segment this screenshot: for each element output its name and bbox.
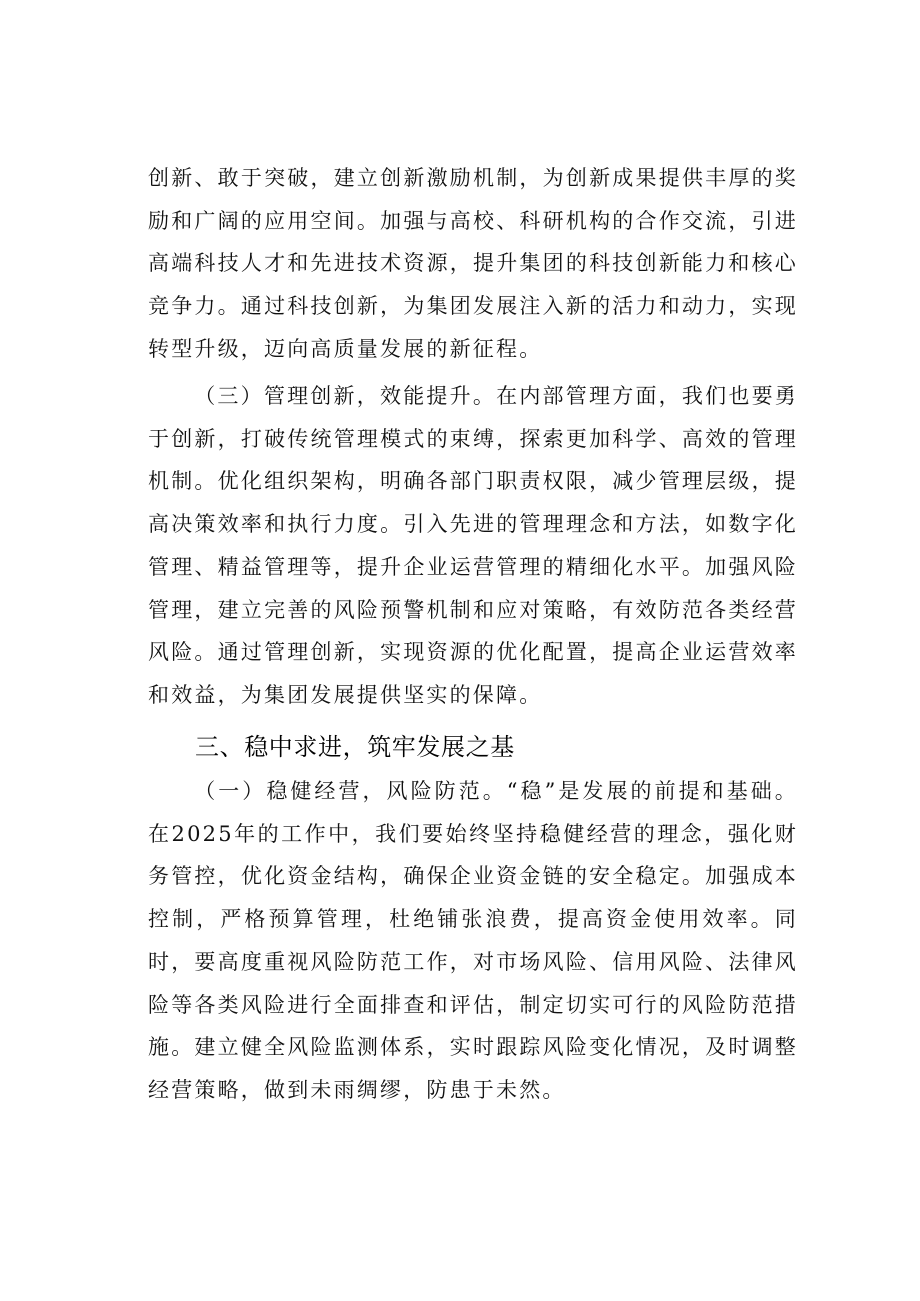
section-heading: 三、稳中求进，筑牢发展之基: [195, 733, 515, 761]
paragraph-management-innovation: （三）管理创新，效能提升。在内部管理方面，我们也要勇于创新，打破传统管理模式的束缚，探索更加科学、高效的管理机制。优化组织架构，明确各部门职责权限，减少管理层级，提高决策效率和执行力度。引入先进的管理理念和方法，如数字化管理、精益管理等，提升企业运营管理的精细化水平。加强风险管理，建立完善的风险预警机制和应对策略，有效防范各类经营风险。通过管理创新，实现资源的优化配置，提高企业运营效率和效益，为集团发展提供坚实的保障。: [148, 384, 798, 707]
paragraph-continuation: 创新、敢于突破，建立创新激励机制，为创新成果提供丰厚的奖励和广阔的应用空间。加强与高校、科研机构的合作交流，引进高端科技人才和先进技术资源，提升集团的科技创新能力和核心竞争力。通过科技创新，为集团发展注入新的活力和动力，实现转型升级，迈向高质量发展的新征程。: [148, 166, 798, 361]
paragraph-stable-operation: （一）稳健经营，风险防范。“稳”是发展的前提和基础。在2025年的工作中，我们要始终坚持稳健经营的理念，强化财务管控，优化资金结构，确保企业资金链的安全稳定。加强成本控制，严格预算管理，杜绝铺张浪费，提高资金使用效率。同时，要高度重视风险防范工作，对市场风险、信用风险、法律风险等各类风险进行全面排查和评估，制定切实可行的风险防范措施。建立健全风险监测体系，实时跟踪风险变化情况，及时调整经营策略，做到未雨绸缪，防患于未然。: [148, 779, 798, 1102]
